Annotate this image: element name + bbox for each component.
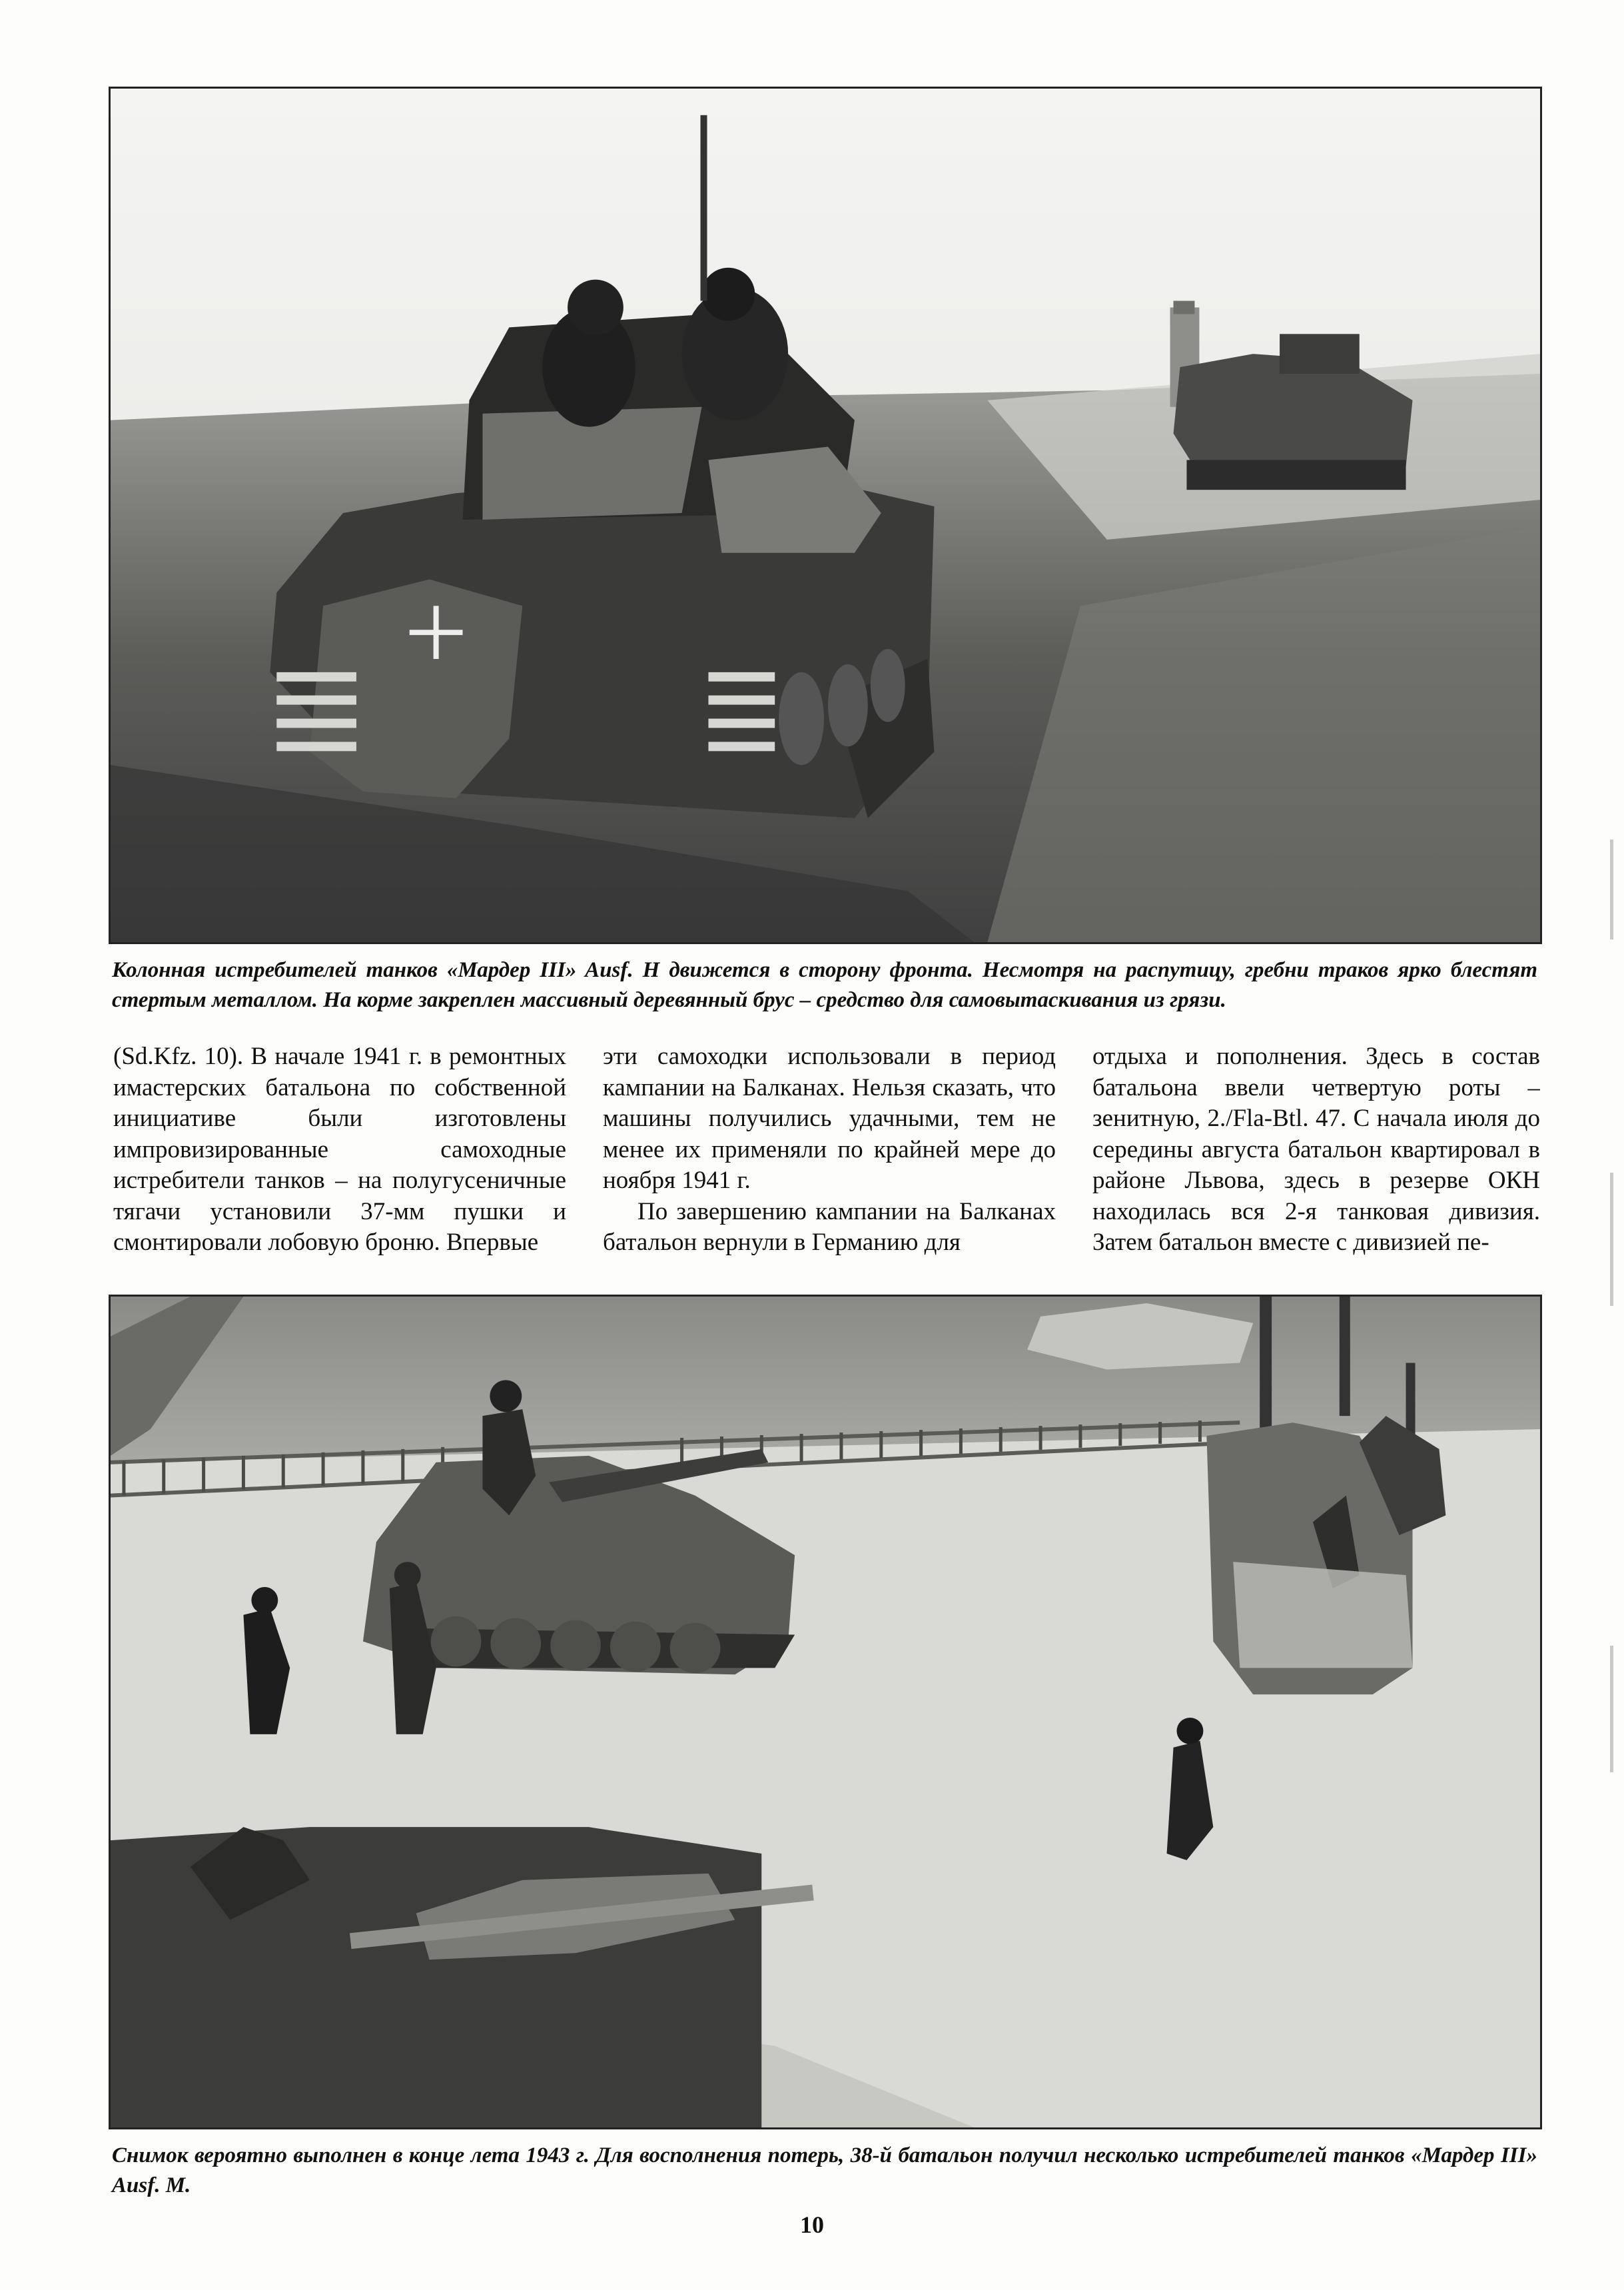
page-number: 10 bbox=[800, 2211, 824, 2238]
text-column-1 bbox=[113, 1041, 566, 1289]
bottom-photo-caption: Снимок вероятно выполнен в конце лета 1943 г. Для восполнения потерь, 38-й батальон получил несколько истребителей танков «Мардер III» Ausf. M. bbox=[112, 2143, 1537, 2197]
top-photo-caption: Колонная истребителей танков «Мардер III» Ausf. H движется в сторону фронта. Несмотря на распутицу, гребни траков ярко блестят стертым металлом. На корме закреплен массивный деревянный брус – средство для самовытаскивания из грязи. bbox=[112, 958, 1537, 1012]
bottom-photo bbox=[109, 1295, 1542, 2129]
paragraph: отдыха и пополнения. Здесь в состав батальона ввели четвертую роты – зенитную, 2./Fla-Btl. 47. С начала июля до середины августа батальон квартировал в районе Львова, здесь в резерве ОКН находилась вся 2-я танковая дивизия. Затем батальон вместе с дивизией пе- bbox=[1092, 1043, 1540, 1256]
paragraph: (Sd.Kfz. 10). В начале 1941 г. в ремонтных имастерских батальона по собственной инициативе были изготовлены импровизированные самоходные истребители танков – на полугусеничные тягачи установили 37-мм пушки и смонтировали лобовую броню. Впервые bbox=[113, 1043, 566, 1256]
text-column-2 bbox=[603, 1041, 1056, 1289]
page-edge-shadow bbox=[1610, 1646, 1613, 1772]
page-edge-shadow bbox=[1610, 840, 1613, 939]
page-edge-shadow bbox=[1610, 1173, 1613, 1306]
tank-destroyer-column-photo bbox=[111, 89, 1540, 942]
top-photo bbox=[109, 87, 1542, 944]
text-column-3 bbox=[1092, 1041, 1540, 1289]
paragraph: эти самоходки использовали в период кампании на Балканах. Нельзя сказать, что машины получились удачными, тем не менее их применяли по крайней мере до ноября 1941 г. bbox=[603, 1043, 1056, 1194]
paragraph: По завершению кампании на Балканах батальон вернули в Германию для bbox=[603, 1197, 1056, 1256]
tank-destroyers-on-road-photo bbox=[111, 1297, 1540, 2127]
